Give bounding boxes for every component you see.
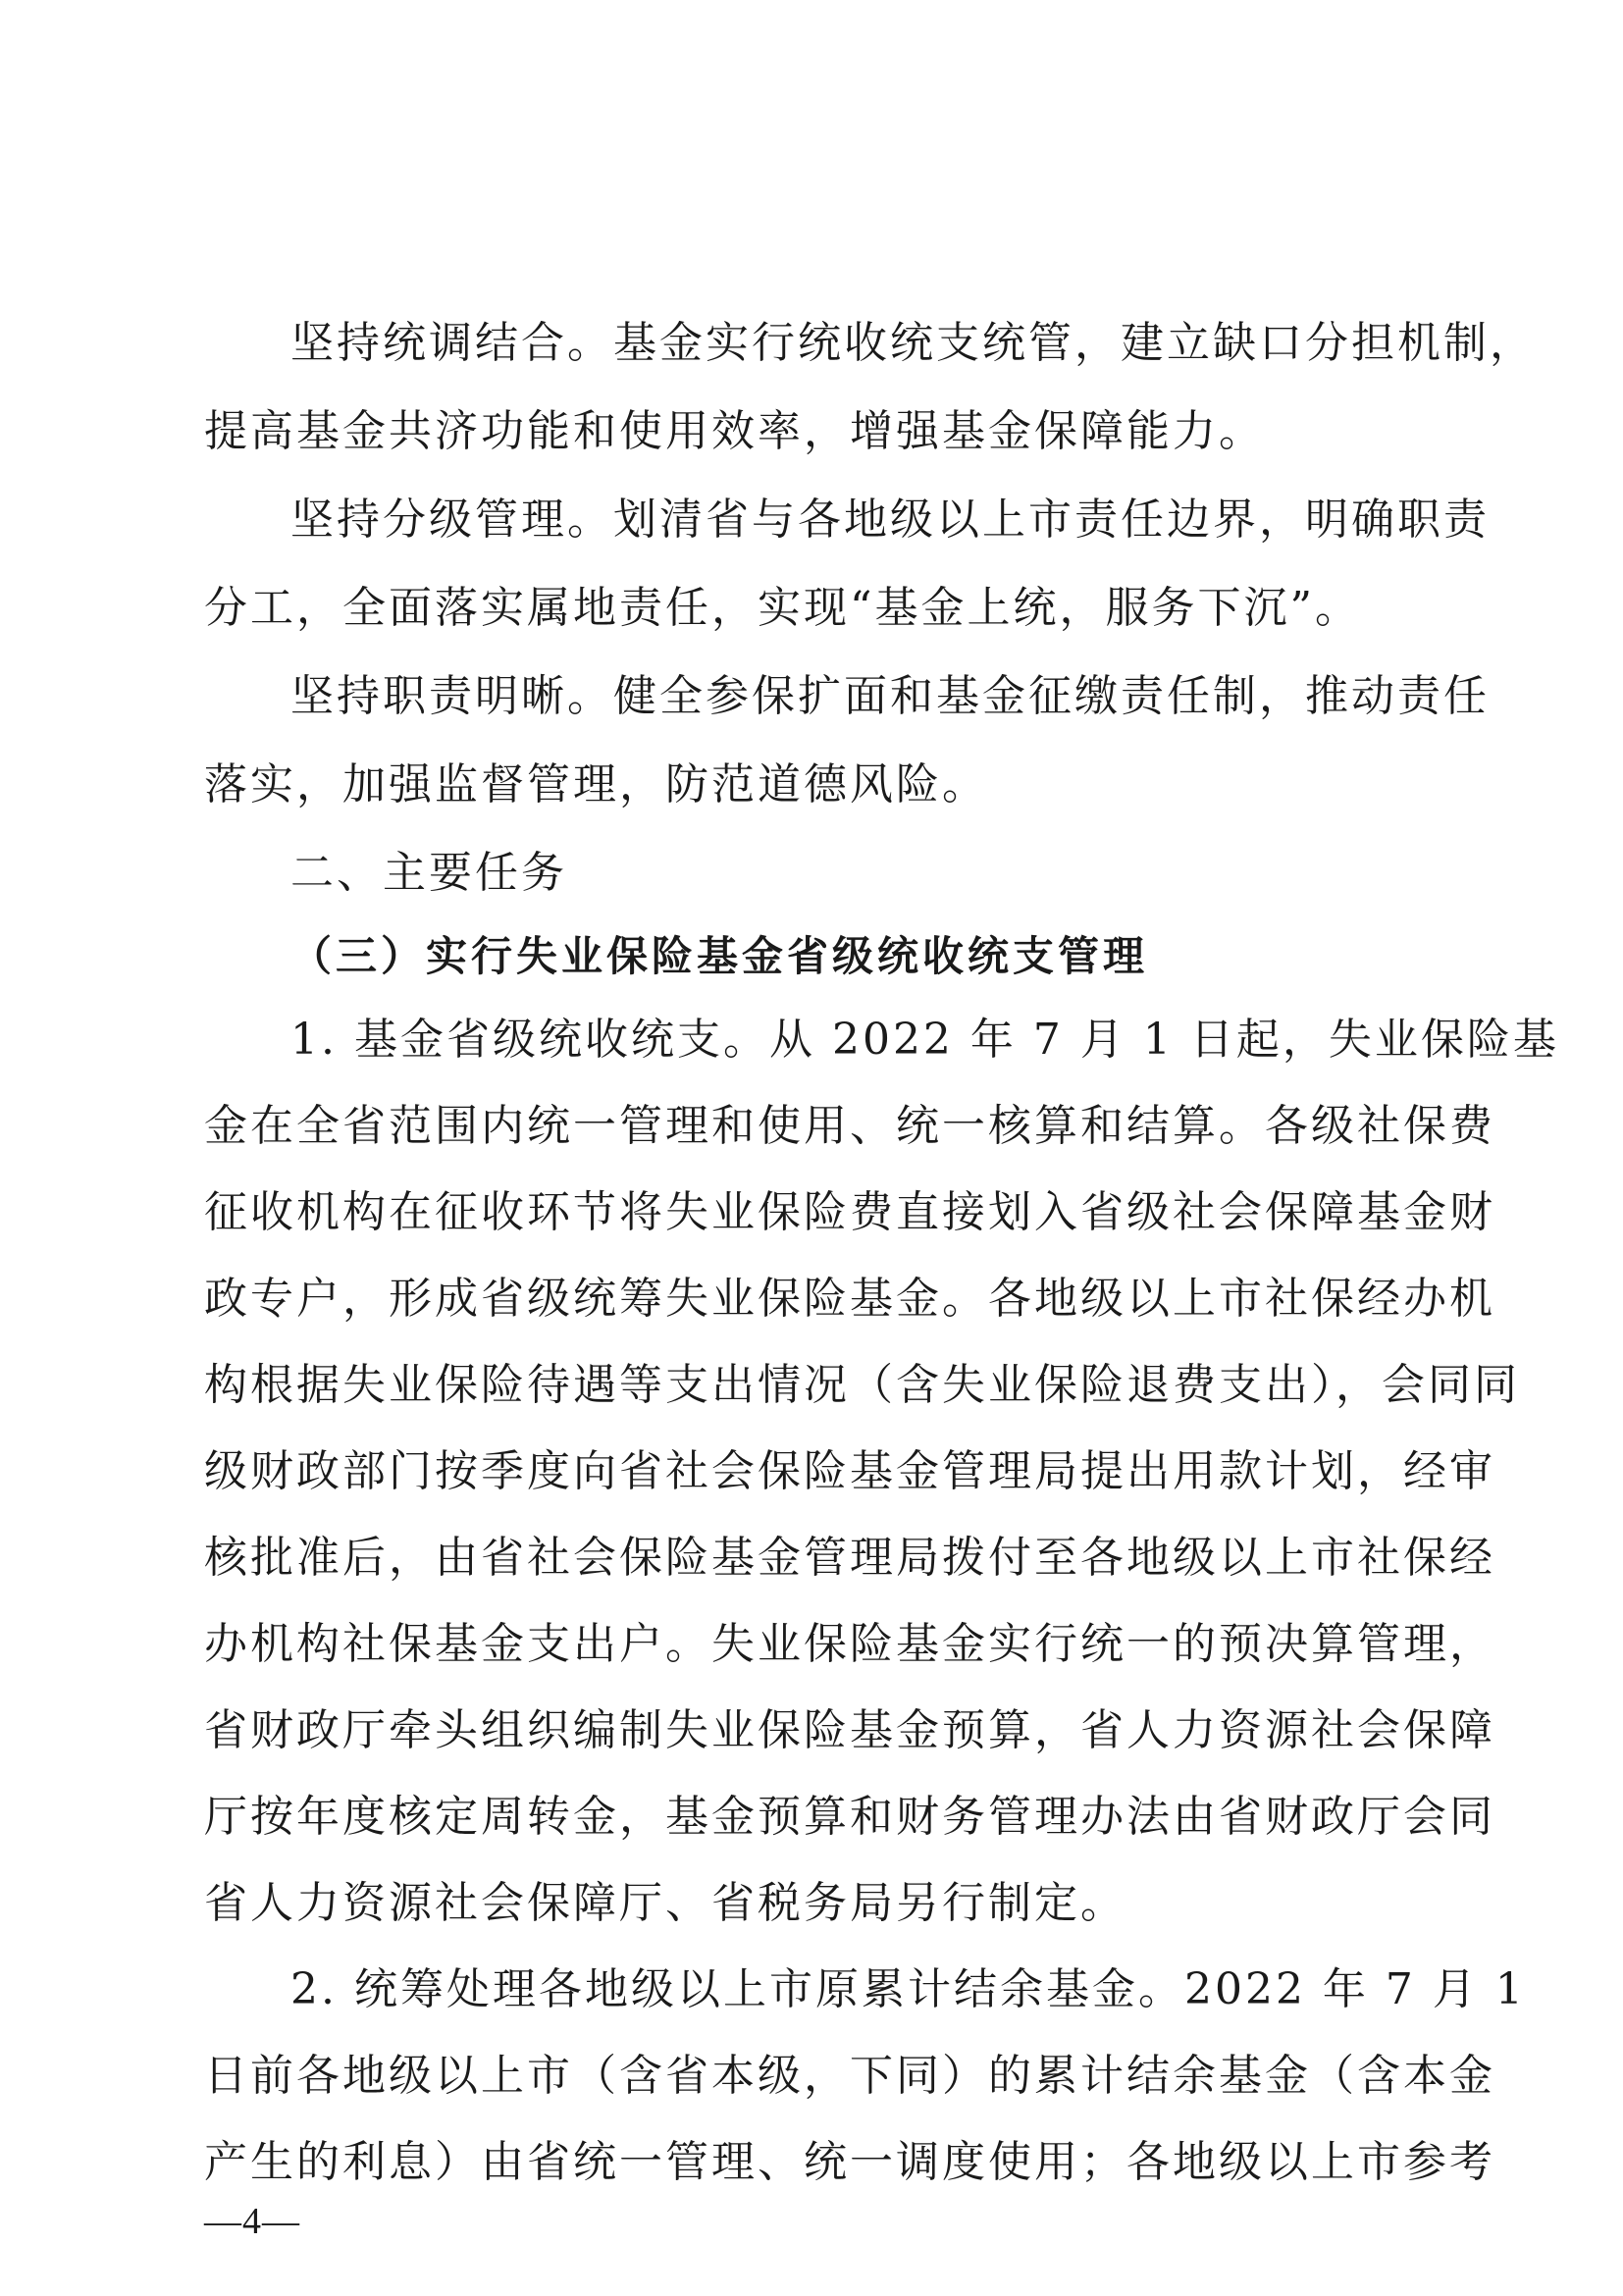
paragraph-line-6: 落实，加强监督管理，防范道德风险。 (204, 759, 988, 809)
paragraph-line-10: 金在全省范围内统一管理和使用、统一核算和结算。各级社保费 (204, 1101, 1495, 1151)
paragraph-line-2: 提高基金共济功能和使用效率，增强基金保障能力。 (204, 406, 1265, 456)
subsection-heading: （三）实行失业保险基金省级统收统支管理 (290, 932, 1149, 980)
section-heading: 二、主要任务 (290, 848, 567, 898)
paragraph-line-11: 征收机构在征收环节将失业保险费直接划入省级社会保障基金财 (204, 1187, 1495, 1237)
paragraph-line-14: 级财政部门按季度向省社会保险基金管理局提出用款计划，经审 (204, 1446, 1495, 1496)
paragraph-line-5: 坚持职责明晰。健全参保扩面和基金征缴责任制，推动责任 (290, 671, 1490, 721)
paragraph-line-13: 构根据失业保险待遇等支出情况（含失业保险退费支出），会同同 (204, 1360, 1520, 1410)
paragraph-line-21: 日前各地级以上市（含省本级，下同）的累计结余基金（含本金 (204, 2051, 1495, 2101)
paragraph-line-18: 厅按年度核定周转金，基金预算和财务管理办法由省财政厅会同 (204, 1792, 1495, 1842)
paragraph-line-16: 办机构社保基金支出户。失业保险基金实行统一的预决算管理， (204, 1619, 1495, 1669)
page-number: —4— (204, 2201, 300, 2242)
paragraph-line-1: 坚持统调结合。基金实行统收统支统管，建立缺口分担机制， (290, 318, 1536, 368)
paragraph-line-17: 省财政厅牵头组织编制失业保险基金预算，省人力资源社会保障 (204, 1705, 1495, 1755)
paragraph-line-15: 核批准后，由省社会保险基金管理局拨付至各地级以上市社保经 (204, 1533, 1495, 1583)
paragraph-line-4: 分工，全面落实属地责任，实现“基金上统，服务下沉”。 (204, 583, 1361, 633)
paragraph-line-12: 政专户，形成省级统筹失业保险基金。各地级以上市社保经办机 (204, 1274, 1495, 1324)
paragraph-line-22: 产生的利息）由省统一管理、统一调度使用；各地级以上市参考 (204, 2137, 1495, 2187)
paragraph-line-3: 坚持分级管理。划清省与各地级以上市责任边界，明确职责 (290, 495, 1490, 545)
paragraph-line-9: 1. 基金省级统收统支。从 2022 年 7 月 1 日起，失业保险基 (290, 1015, 1559, 1065)
paragraph-line-20: 2. 统筹处理各地级以上市原累计结余基金。2022 年 7 月 1 (290, 1964, 1526, 2014)
paragraph-line-19: 省人力资源社会保障厅、省税务局另行制定。 (204, 1878, 1126, 1928)
